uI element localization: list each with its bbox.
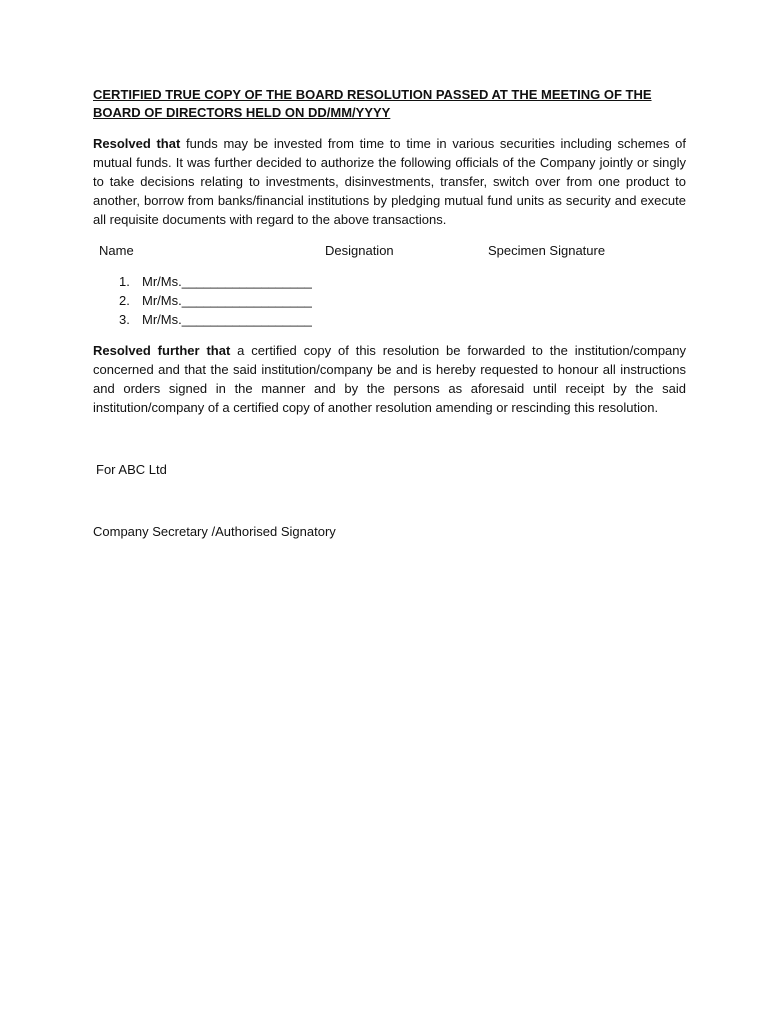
official-name-blank: Mr/Ms.__________________ (142, 312, 312, 327)
official-row (93, 291, 686, 310)
header-specimen-signature: Specimen Signature (488, 243, 606, 258)
resolution-lead-2: Resolved further that (93, 343, 231, 358)
official-name-blank: Mr/Ms.__________________ (142, 274, 312, 289)
officials-list (93, 272, 686, 329)
signatory-line: Company Secretary /Authorised Signatory (93, 524, 336, 539)
resolution-text-1: funds may be invested from time to time in various securities including schemes of mutual funds. It was further decided to authorize the following officials of the Company jointly or singly to take decisions relating to investments, disinvestments, transfer, switch over from one product to another, borrow from banks/financial institutions by pledging mutual fund units as security and execute all requisite documents with regard to the above transactions. (93, 136, 687, 227)
resolution-lead-1: Resolved that (93, 136, 181, 151)
official-number: 2. (119, 293, 130, 308)
signatory-table-header (93, 241, 686, 260)
official-number: 3. (119, 312, 130, 327)
header-designation: Designation (325, 243, 394, 258)
official-row (93, 310, 686, 329)
document-title: CERTIFIED TRUE COPY OF THE BOARD RESOLUTION PASSED AT THE MEETING OF THE BOARD OF DIRECTORS HELD ON DD/MM/YYYY (93, 87, 652, 120)
for-company-line: For ABC Ltd (96, 462, 167, 477)
header-name: Name (99, 243, 134, 258)
official-number: 1. (119, 274, 130, 289)
resolution-text-2: a certified copy of this resolution be forwarded to the institution/company concerned and that the said institution/company be and is hereby requested to honour all instructions and orders signed in the manner and by the persons as aforesaid until receipt by the said institution/company of a certified copy of another resolution amending or rescinding this resolution. (93, 343, 687, 415)
official-name-blank: Mr/Ms.__________________ (142, 293, 312, 308)
document-body (93, 86, 686, 429)
resolution-paragraph-1 (93, 134, 686, 229)
resolution-paragraph-2 (93, 341, 686, 417)
official-row (93, 272, 686, 291)
